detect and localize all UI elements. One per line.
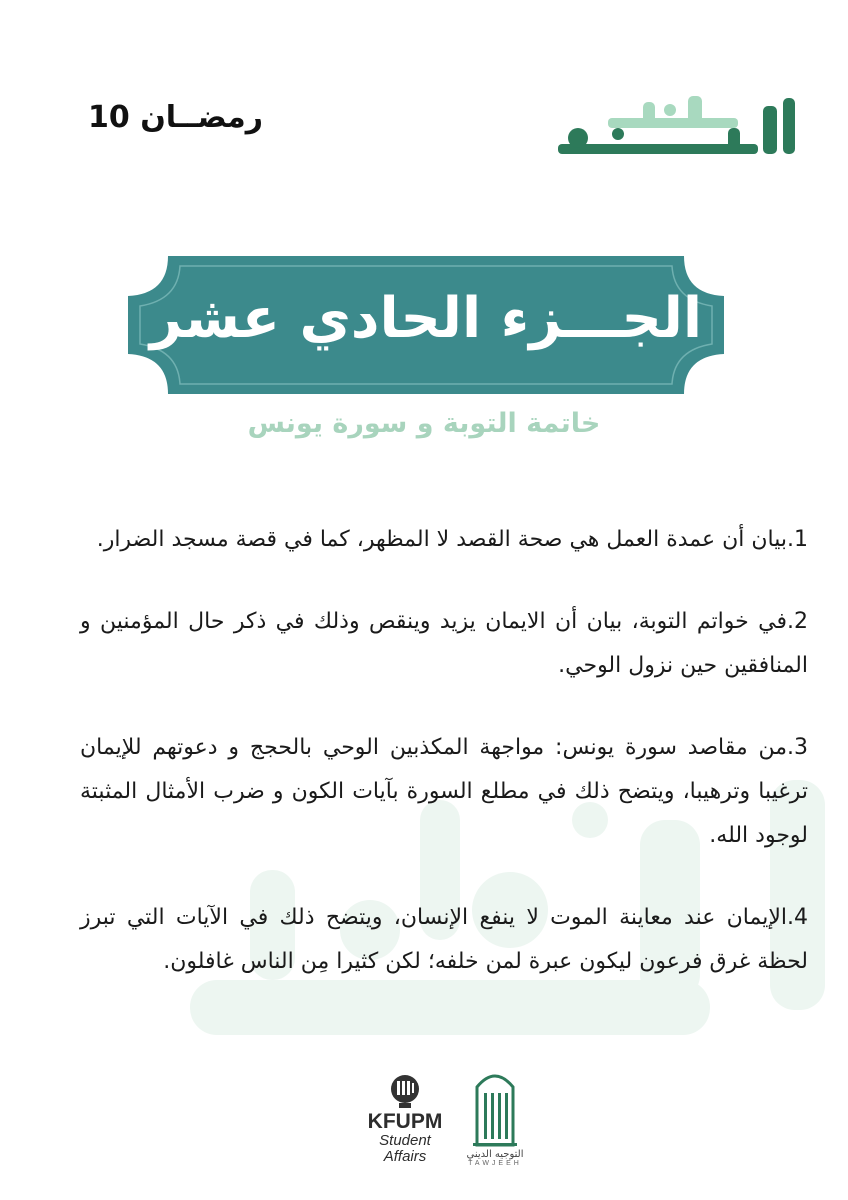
list-item bbox=[80, 726, 808, 858]
kfupm-name: KFUPM bbox=[367, 1110, 443, 1133]
logo-lettering-graphic bbox=[538, 88, 808, 168]
kfupm-line2: Affairs bbox=[383, 1148, 427, 1165]
kfupm-logo bbox=[360, 1073, 450, 1165]
point-number: 1. bbox=[787, 527, 808, 552]
banner-subtitle: خاتمة التوبة و سورة يونس bbox=[247, 408, 601, 439]
point-number: 3. bbox=[787, 735, 808, 760]
point-text: الإيمان عند معاينة الموت لا ينفع الإنسان، ويتضح ذلك في الآيات التي تبرز لحظة غرق فرعون ليكون عبرة لمن خلفه؛ لكن كثيرا مِن الناس غافلون. bbox=[80, 905, 808, 974]
tawjeeh-latin-name: TAWJEEH bbox=[468, 1160, 522, 1167]
point-number: 4. bbox=[787, 905, 808, 930]
juz-banner bbox=[128, 256, 724, 394]
point-text: من مقاصد سورة يونس: مواجهة المكذبين الوحي بالحجج و دعوتهم للإيمان ترغيبا وترهيبا، ويتضح ذلك في مطلع السورة بآيات الكون و ضرب الأمثال المثبتة لوجود الله. bbox=[80, 735, 808, 848]
point-number: 2. bbox=[787, 609, 808, 634]
banner-title: الجـــزء الحادي عشر bbox=[149, 286, 703, 351]
kfupm-line1: Student bbox=[379, 1132, 431, 1149]
tawjeeh-logo bbox=[455, 1065, 535, 1167]
point-text: بيان أن عمدة العمل هي صحة القصد لا المظهر، كما في قصة مسجد الضرار. bbox=[96, 527, 787, 552]
list-item bbox=[80, 518, 808, 562]
ramadan-day-label: رمضــان 10 bbox=[88, 100, 263, 135]
footer-logos bbox=[360, 1065, 560, 1175]
brand-logo bbox=[538, 88, 808, 168]
points-list bbox=[80, 496, 808, 1022]
kfupm-emblem-icon bbox=[387, 1073, 423, 1109]
list-item bbox=[80, 896, 808, 984]
list-item bbox=[80, 600, 808, 688]
tawjeeh-arabic-name: التوجيه الديني bbox=[466, 1149, 524, 1160]
point-text: في خواتم التوبة، بيان أن الايمان يزيد وينقص وذلك في ذكر حال المؤمنين و المنافقين حين نزول الوحي. bbox=[80, 609, 808, 678]
tawjeeh-building-icon bbox=[471, 1065, 519, 1147]
